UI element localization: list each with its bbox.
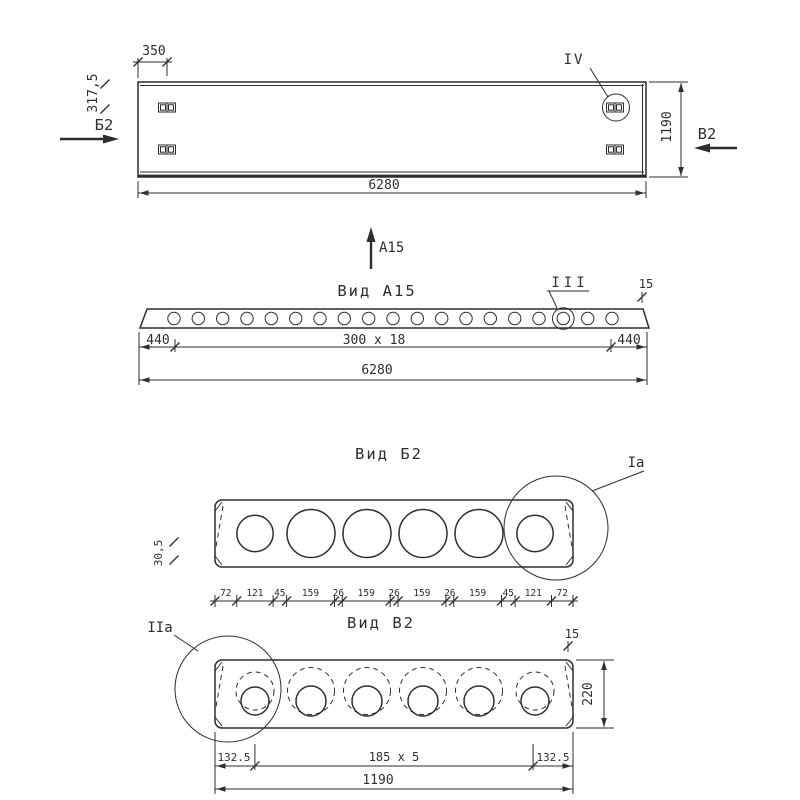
view-a15 [139, 275, 653, 385]
svg-text:159: 159 [357, 588, 375, 599]
dim-15-a15-label: 15 [638, 277, 654, 291]
svg-text:159: 159 [469, 588, 487, 599]
svg-text:72: 72 [220, 588, 232, 599]
dim-chain-b2 [210, 588, 578, 607]
detail-iia-label: IIa [147, 620, 173, 636]
detail-iia-callout [147, 620, 281, 742]
dim-185x5-label: 185 x 5 [368, 750, 420, 764]
plan-view [60, 44, 737, 269]
lifting-anchor [607, 145, 624, 154]
dim-350 [133, 44, 172, 78]
section-v2-hidden-cores [236, 668, 554, 715]
elevation-holes [168, 312, 618, 324]
view-v2-title: Вид В2 [347, 614, 415, 632]
section-arrow-v2-right [694, 125, 737, 153]
svg-text:45: 45 [274, 588, 286, 599]
section-b2-outline [215, 500, 573, 567]
section-b2-end-grooves [215, 502, 573, 565]
dim-6280-a15 [139, 363, 647, 383]
view-arrow-a15-label: A15 [379, 240, 405, 256]
dim-440-right-label: 440 [617, 333, 641, 348]
section-v2-label: В2 [697, 125, 717, 143]
dim-132-5-right-label: 132.5 [536, 751, 570, 764]
section-v2-outline [215, 660, 573, 728]
dim-15-v2-label: 15 [564, 627, 580, 641]
dim-1190-plan [649, 82, 688, 177]
svg-text:121: 121 [524, 588, 542, 599]
slab-plan-outline [138, 82, 646, 177]
dim-1190-v2 [215, 773, 573, 792]
svg-text:121: 121 [246, 588, 264, 599]
detail-iii-leader [549, 291, 557, 308]
svg-text:72: 72 [556, 588, 568, 599]
dim-30-5-label: 30,5 [152, 539, 165, 567]
svg-text:26: 26 [332, 588, 345, 599]
lifting-anchor [159, 145, 176, 154]
dim-chain-labels [220, 588, 568, 599]
svg-text:45: 45 [502, 588, 515, 599]
view-arrow-a15 [367, 227, 405, 269]
svg-text:159: 159 [413, 588, 431, 599]
view-v2 [147, 614, 614, 794]
dim-row-a15 [139, 332, 647, 385]
svg-text:26: 26 [444, 588, 456, 599]
dim-15-a15 [638, 277, 654, 303]
section-b2-label: Б2 [94, 116, 114, 134]
detail-iii-label: III [551, 275, 589, 291]
slab-plan-edge-lines [138, 84, 646, 176]
detail-iv-label: IV [563, 52, 585, 68]
dim-1190-v2-label: 1190 [362, 773, 394, 788]
dim-220-label: 220 [581, 682, 596, 706]
view-b2 [152, 445, 644, 607]
dim-317-5 [86, 73, 110, 113]
detail-iii-callout [547, 275, 589, 329]
view-b2-title: Вид Б2 [355, 445, 423, 463]
dim-6280-plan [138, 178, 646, 198]
dim-350-label: 350 [142, 44, 166, 59]
dim-15-v2 [564, 627, 580, 652]
dim-317-5-label: 317,5 [86, 73, 101, 113]
dim-row1-v2 [215, 732, 573, 794]
lifting-anchor [159, 103, 176, 112]
svg-text:26: 26 [388, 588, 400, 599]
dim-1190-plan-label: 1190 [660, 111, 675, 143]
view-a15-title: Вид A15 [337, 282, 417, 300]
detail-ia-label: Ia [627, 455, 645, 471]
dim-220 [576, 660, 614, 728]
section-arrow-b2-left [60, 116, 119, 144]
dim-132-5-left-label: 132.5 [217, 751, 251, 764]
dim-30-5 [152, 538, 179, 567]
section-v2-end-grooves [215, 662, 573, 726]
dim-6280-a15-label: 6280 [361, 363, 393, 378]
lifting-anchor [607, 103, 624, 112]
dim-300x18-label: 300 x 18 [342, 333, 406, 348]
detail-ia-leader [592, 471, 644, 491]
dim-440-left-label: 440 [146, 333, 170, 348]
dim-6280-plan-label: 6280 [368, 178, 400, 193]
svg-text:159: 159 [301, 588, 320, 599]
lifting-anchors [159, 103, 624, 154]
